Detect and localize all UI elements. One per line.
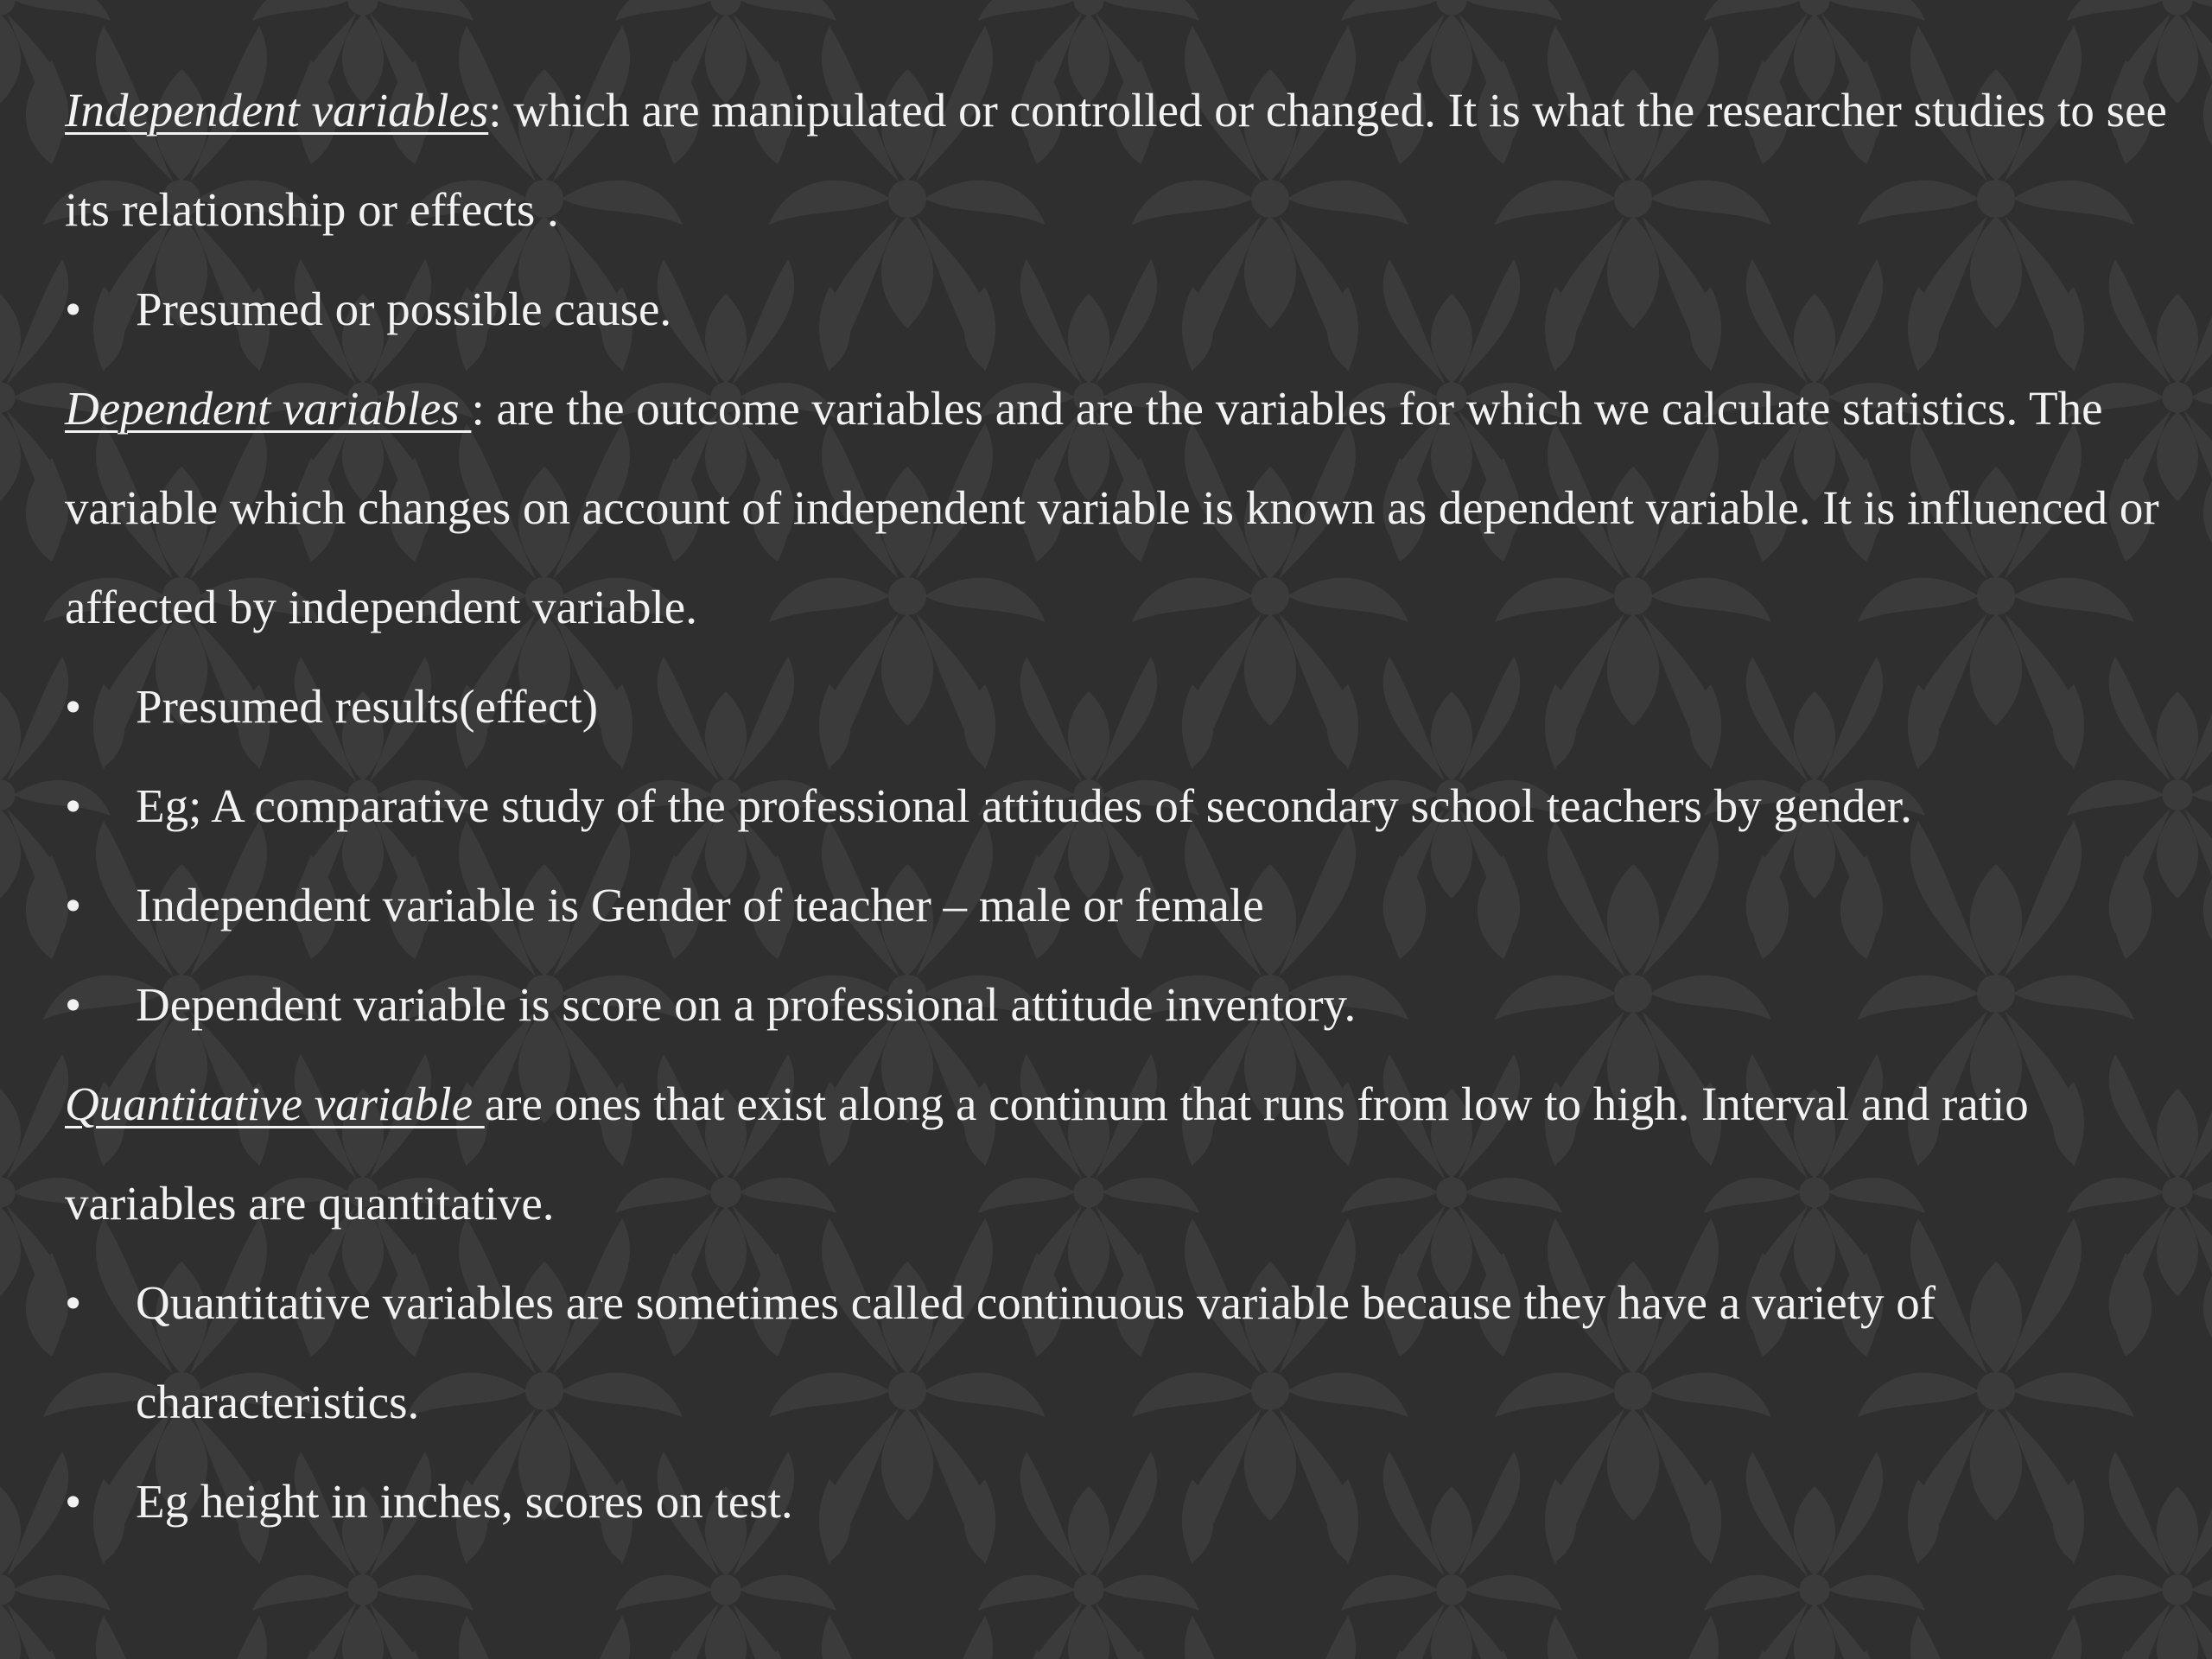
bullet-text: Presumed results(effect) bbox=[136, 680, 599, 733]
bullet-icon: • bbox=[65, 680, 82, 733]
bullet-icon: • bbox=[65, 1475, 82, 1528]
definition-paragraph bbox=[65, 60, 2173, 259]
bullet-text: Quantitative variables are sometimes called continuous variable because they have a variety of characteristics. bbox=[136, 1276, 1936, 1428]
definition-text: : are the outcome variables and are the variables for which we calculate statistics. The variable which changes on account of independent variable is known as dependent variable. It is influenced or affected by independent variable. bbox=[65, 382, 2159, 633]
bullet-icon: • bbox=[65, 283, 82, 335]
bullet-item bbox=[65, 259, 2173, 359]
bullet-item bbox=[65, 955, 2173, 1054]
bullet-text: Independent variable is Gender of teacher – male or female bbox=[136, 879, 1264, 931]
definition-term: Independent variables bbox=[65, 84, 489, 137]
definition-term: Quantitative variable bbox=[65, 1077, 485, 1130]
bullet-item bbox=[65, 855, 2173, 955]
definition-term: Dependent variables bbox=[65, 382, 472, 435]
bullet-item bbox=[65, 1452, 2173, 1551]
bullet-text: Presumed or possible cause. bbox=[136, 283, 672, 335]
bullet-text: Eg; A comparative study of the professional attitudes of secondary school teachers by gender. bbox=[136, 779, 1912, 832]
bullet-item bbox=[65, 657, 2173, 756]
bullet-item bbox=[65, 1253, 2173, 1452]
definition-text: : which are manipulated or controlled or changed. It is what the researcher studies to see its relationship or effects . bbox=[65, 84, 2167, 236]
bullet-icon: • bbox=[65, 1276, 82, 1329]
bullet-text: Eg height in inches, scores on test. bbox=[136, 1475, 793, 1528]
definition-paragraph bbox=[65, 1054, 2173, 1253]
bullet-item bbox=[65, 756, 2173, 855]
definition-text: are ones that exist along a continum that runs from low to high. Interval and ratio variables are quantitative. bbox=[65, 1077, 2029, 1230]
bullet-text: Dependent variable is score on a professional attitude inventory. bbox=[136, 978, 1357, 1031]
bullet-icon: • bbox=[65, 879, 82, 931]
slide-content bbox=[65, 60, 2173, 1551]
definition-paragraph bbox=[65, 359, 2173, 657]
bullet-icon: • bbox=[65, 779, 82, 832]
bullet-icon: • bbox=[65, 978, 82, 1031]
